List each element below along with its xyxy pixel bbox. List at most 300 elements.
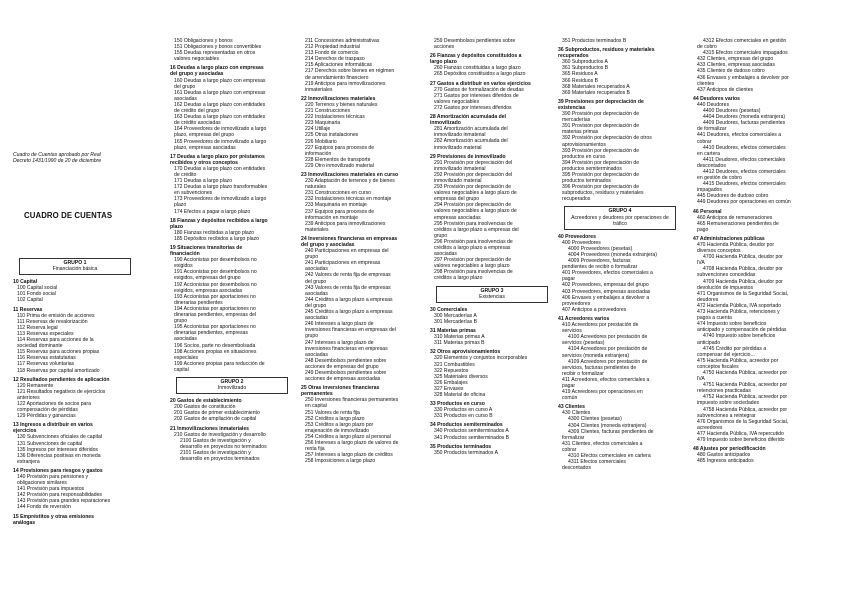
account-heading: 32 Otros aprovisionamientos [430,349,501,356]
account-line: 460 Anticipos de remuneraciones [697,214,773,221]
column-1 [13,254,137,526]
account-line: 247 Intereses a largo plazo de [305,339,374,346]
account-line: 272 Gastos por intereses diferidos [434,104,512,111]
account-heading: 40 Proveedores [558,233,596,240]
account-line: impagados [697,187,722,194]
account-line: acciones de empresas del grupo [305,363,379,370]
account-line: 116 Reservas estatutarias [17,355,76,362]
subaccount-line: 4709 Hacienda Pública, deudor por [703,278,783,285]
account-line: en capital [305,403,327,410]
account-line: 340 Productos semiterminados A [434,428,509,435]
account-heading-continued: inmovilizado [430,120,461,127]
account-line: 160 Deudas a largo plazo con empresas [174,77,266,84]
approval-note-line: Cuadro de Cuentas aprobado por Real [13,152,101,158]
account-line: del grupo [174,83,196,90]
account-line: de formalizar [697,126,727,133]
account-line: anticipado [697,339,721,346]
account-line: grupo [305,254,319,261]
account-line: 225 Otras instalaciones [305,132,359,139]
account-line: acciones de empresas asociadas [305,376,381,383]
account-line: de crédito del grupo [174,108,220,115]
group-subtitle: Financiación básica [52,266,98,273]
account-line: 162 Deudas a largo plazo con entidades [174,101,266,108]
account-line: 296 Provisión para insolvencias de [434,238,513,245]
subaccount-line: 4700 Hacienda Pública, deudor por [703,254,783,261]
account-line: 129 Pérdidas y ganancias [17,413,76,420]
account-line: 100 Capital social [17,285,58,292]
account-line: grupo [434,232,448,239]
account-line: 321 Combustibles [434,361,475,368]
account-line: 101 Fondo social [17,291,56,298]
account-line: 237 Equipos para procesos de [305,208,375,215]
account-line: 113 Reservas especiales [17,330,74,337]
account-line: asociadas [305,266,328,273]
account-line: IVA [697,260,705,267]
subaccount-line: 4750 Hacienda Pública, acreedor por [703,369,788,376]
account-line: 144 Fondo de reversión [17,504,71,511]
account-line: 326 Embalajes [434,379,468,386]
account-line: 171 Deudas a largo plazo [174,178,233,185]
account-line: exigidos [174,263,193,270]
account-line: 122 Aportaciones de socios para [17,400,91,407]
account-line: 111 Reservas de revalorización [17,318,88,325]
subaccount-line: desarrollo en proyectos no terminados [180,443,267,450]
account-line: 249 Desembolsos pendientes sobre [305,369,387,376]
account-line: 474 Impuesto sobre beneficios [697,321,767,328]
account-heading: 44 Deudores varios [693,95,740,102]
account-line: cobrar [562,446,577,453]
account-line: 226 Mobiliario [305,138,337,145]
account-line: compensación de pérdidas [17,407,78,414]
account-line: 479 Impuesto sobre beneficios diferido [697,437,785,443]
account-line: 311 Materias primas B [434,340,485,347]
account-line: 164 Proveedores de inmovilizado a largo [174,126,267,133]
column-2 [170,38,294,462]
account-line: 431 Clientes, efectos comerciales a [562,440,643,447]
account-line: 170 Deudas a largo plazo con entidades [174,165,266,172]
column-3 [301,38,425,464]
account-line: 173 Proveedores de inmovilizado a largo [174,196,267,203]
subaccount-line: 4409 Deudores, facturas pendientes [703,120,786,127]
approval-note-line: Decreto 1431/1990 de 20 de diciembre [13,158,102,165]
account-heading: 11 Reservas [13,306,43,313]
subaccount-line: 4745 Crédito por pérdidas a [703,345,767,352]
account-line: materiales [305,226,329,233]
account-heading: 26 Fianzas y depósitos constituidos a [430,53,522,60]
group-subtitle: Acreedores y deudores por operaciones de tráfico [571,214,669,227]
subaccount-line: 4000 Proveedores (pesetas) [568,245,633,252]
subaccount-line: desarrollo en proyectos terminados [180,456,260,462]
account-heading: 24 Inversiones financieras en empresas [301,235,398,242]
group-title: GRUPO 2 [220,378,244,385]
account-line: 437 Anticipos de clientes [697,86,754,93]
account-line: 368 Materiales recuperados A [562,83,630,90]
account-heading: 13 Ingresos a distribuir en varios [13,422,93,429]
account-line: 254 Créditos a largo plazo al personal [305,433,391,440]
approval-note [13,152,163,164]
account-line: acreedores [697,424,723,431]
account-line: exigidos, empresas del grupo [174,275,241,282]
account-line: productos en curso [562,153,606,160]
account-line: 212 Propiedad industrial [305,44,360,51]
account-line: 228 Elementos de transporte [305,156,371,163]
account-line: 271 Gastos por intereses diferidos de [434,92,519,99]
account-line: 200 Gastos de constitución [174,404,236,411]
account-heading: 39 Provisiones por depreciación de [558,98,644,105]
account-line: impuesto sobre sociedades [697,400,760,407]
account-line: 322 Repuestos [434,367,469,374]
account-line: 155 Deudas representadas en otros [174,50,256,57]
account-line: 477 Hacienda Pública, IVA repercutido [697,430,784,437]
account-line: productos semiterminados [562,165,622,172]
account-line: acciones [434,44,455,51]
account-line: 151 Obligaciones y bonos convertibles [174,44,262,51]
account-heading: 23 Inmovilizaciones materiales en curso [301,171,399,178]
account-line: 240 Participaciones en empresas del [305,248,389,255]
account-line: 245 Créditos a largo plazo a empresas [305,309,393,316]
account-line: 193 Accionistas por aportaciones no [174,293,256,300]
account-line: 470 Hacienda Pública, deudor por [697,242,775,248]
account-line: 449 Deudores por operaciones en común [697,199,791,206]
account-line: diversos conceptos [697,248,741,255]
account-line: 118 Reservas por capital amortizado [17,367,100,374]
account-heading: 36 Subproductos, residuos y materiales [558,47,655,54]
account-line: 256 Intereses a largo plazo de valores de [305,440,399,446]
account-line: 436 Envases y embalajes a devolver por [697,74,789,81]
subaccount-line: 4411 Deudores, efectos comerciales [703,156,786,163]
subaccount-line: 4004 Proveedores (moneda extranjera) [568,252,657,258]
account-line: de crédito [174,171,197,178]
account-line: en subvenciones [174,190,213,197]
account-line: 393 Provisión por depreciación de [562,147,640,154]
subaccount-line: 4412 Deudores, efectos comerciales [703,168,786,175]
account-line: recuperados [562,196,591,203]
account-line: 270 Gastos de formalización de deudas [434,86,524,93]
account-line: 396 Provisión por depreciación de [562,184,640,191]
account-line: inmateriales [305,86,333,93]
account-heading: 25 Otras inversiones financieras [301,385,380,392]
account-line: 213 Fondo de comercio [305,50,359,57]
account-line: 257 Intereses a largo plazo de créditos [305,452,393,459]
account-line: 406 Envases y embalajes a devolver a [562,294,650,301]
account-line: 221 Construcciones [305,108,351,115]
account-line: 291 Provisión por depreciación del [434,159,513,166]
account-line: plazo [174,202,187,209]
account-line: 282 Amortización acumulada del [434,138,508,145]
account-line: 369 Materiales recuperados B [562,89,630,96]
account-line: 298 Provisión para insolvencias de [434,269,513,276]
account-line: 131 Subvenciones de capital [17,440,83,447]
account-line: asociadas [174,95,197,102]
account-heading: 28 Amortización acumulada del [430,114,506,121]
account-heading: 14 Provisiones para riesgos y gastos [13,467,103,474]
account-line: 190 Accionistas por desembolsos no [174,257,257,264]
account-line: 320 Elementos y conjuntos incorporables [434,355,528,362]
account-line: enajenación de inmovilizado [305,427,369,434]
account-line: información [305,150,332,157]
account-heading: 29 Provisiones de inmovilizado [430,153,506,160]
account-line: 440 Deudores [697,101,730,108]
group-subtitle: Existencias [479,293,505,300]
column-4 [430,38,554,456]
account-line: capital [174,366,189,373]
account-line: 471 Organismos de la Seguridad Social, [697,290,789,297]
account-line: pagar [562,276,576,283]
account-line: recibir o formalizar [562,370,604,377]
account-line: 246 Intereses a largo plazo de [305,321,374,328]
account-heading: 15 Empréstitos y otras emisiones [13,513,94,520]
account-heading: 27 Gastos a distribuir en varios ejercicios [430,80,531,87]
account-line: inmovilizado inmaterial [434,165,486,172]
account-line: valores negociables a largo plazo de [434,208,517,215]
subaccount-line: 4400 Deudores (pesetas) [703,108,761,115]
account-line: 432 Clientes, empresas del grupo [697,56,774,63]
account-line: retenciones practicadas [697,388,751,395]
account-line: 433 Clientes, empresas asociadas [697,62,775,69]
account-line: 392 Provisión por depreciación de otros [562,135,652,142]
account-line: 301 Mercaderías B [434,318,478,325]
account-line: 419 Acreedores por operaciones en [562,389,643,396]
account-heading-continued: del grupo y asociadas [170,71,224,78]
account-line: 390 Provisión por depreciación de [562,111,640,118]
account-heading-continued: recuperados [558,53,589,60]
account-line: 327 Envases [434,385,464,392]
account-line: 165 Proveedores de inmovilizado a largo [174,138,267,145]
account-heading: 20 Gastos de establecimiento [170,398,242,405]
account-line: del grupo [305,302,327,309]
account-line: 430 Clientes [562,410,591,417]
account-line: pendientes de recibir o formalizar [562,264,638,271]
group-title: GRUPO 3 [480,287,504,294]
account-line: 230 Adaptación de terrenos y de bienes [305,178,395,185]
column-5 [558,38,682,471]
account-line: valores negociables a largo plazo de [434,190,517,197]
document-title: CUADRO DE CUENTAS [24,211,113,220]
account-heading: 12 Resultados pendientes de aplicación [13,376,110,383]
subaccount-line: 4300 Clientes (pesetas) [568,416,622,423]
subaccount-line: 4758 Hacienda Pública, acreedor por [703,406,788,413]
account-line: 102 Capital [17,297,43,304]
group-header-box [564,206,676,229]
account-heading: 41 Acreedores varios [558,315,610,322]
account-line: renta fija [305,446,325,453]
account-line: 365 Residuos A [562,71,598,78]
account-line: pago [697,226,709,233]
account-heading: 17 Deudas a largo plazo por préstamos [170,153,265,160]
account-line: valores negociables [174,56,220,63]
account-line: 217 Derechos sobre bienes en régimen [305,68,395,75]
account-line: devolución de impuestos [697,284,754,291]
account-line: 328 Material de oficina [434,391,486,398]
account-line: aprovisionamientos [562,141,606,148]
account-line: 341 Productos semiterminados B [434,434,510,441]
account-line: 174 Efectos a pagar a largo plazo [174,208,251,215]
account-line: 473 Hacienda Pública, retenciones y [697,309,780,316]
subaccount-line: 4751 Hacienda Pública, acreedor por [703,382,788,389]
account-line: 292 Provisión por depreciación del [434,171,513,178]
account-line: especiales [174,354,199,361]
account-heading: 47 Administraciones públicas [693,235,765,242]
account-line: descontados [697,162,726,169]
account-line: 121 Resultados negativos de ejercicios [17,388,106,395]
account-line: 331 Productos en curso B [434,413,493,420]
account-line: sociedad dominante [17,343,63,350]
account-line: 251 Valores de renta fija [305,409,360,416]
account-heading: 46 Personal [693,208,722,215]
account-line: 130 Subvenciones oficiales de capital [17,434,102,441]
account-line: subvenciones concedidas [697,272,756,279]
account-line: 210 Gastos de investigación y desarrollo [174,431,266,438]
account-line: 120 Remanente [17,382,54,389]
account-heading: 21 Inmovilizaciones inmateriales [170,425,249,432]
account-line: 141 Provisión para impuestos [17,486,85,493]
account-line: 475 Hacienda Pública, acreedor por [697,357,779,364]
account-line: 201 Gastos de primer establecimiento [174,410,260,417]
account-line: 407 Anticipos a proveedores [562,306,627,313]
account-line: grupo [305,333,319,340]
account-line: grupo [174,318,188,325]
account-line: inmovilizado inmaterial [434,132,486,139]
account-line: inversiones financieras en empresas del [305,327,396,334]
account-line: 231 Construcciones en curso [305,190,371,197]
account-line: 411 Acreedores, efectos comerciales a [562,376,650,383]
account-line: 391 Provisión por depreciación de [562,123,640,130]
account-heading: 22 Inmovilizaciones materiales [301,95,376,102]
subaccount-line: 4740 Impuesto sobre beneficios [703,333,776,340]
account-heading-continued: del grupo y asociadas [301,242,355,248]
subaccount-line: 4410 Deudores, efectos comerciales [703,144,786,151]
account-line: 143 Provisión para grandes reparaciones [17,498,111,505]
account-line: inversiones financieras en empresas [305,345,388,352]
account-line: conceptos fiscales [697,363,739,370]
account-heading-continued: ejercicios [13,428,37,435]
account-line: 295 Provisión para insolvencias de [434,220,513,227]
account-line: descontados [562,465,591,472]
account-line: 366 Residuos B [562,77,598,84]
account-line: de crédito asociadas [174,120,221,127]
account-line: 441 Deudores, efectos comerciales a [697,132,782,139]
account-heading: 35 Productos terminados [430,443,492,450]
account-line: servicios [562,328,582,335]
account-line: compensar del ejercicio... [697,351,755,358]
account-line: 351 Productos terminados B [562,38,627,44]
account-line: anteriores [17,394,40,401]
account-heading: 48 Ajustes por periodificación [693,446,766,453]
account-line: productos terminados [562,178,611,185]
account-line: asociadas [174,336,197,343]
account-line: 325 Materiales diversos [434,373,488,380]
account-line: inmovilizado material [434,177,482,184]
account-line: materias primas [562,129,599,136]
account-line: 260 Fianzas constituidas a largo plazo [434,65,521,72]
group-subtitle: Inmovilizado [217,385,247,392]
account-line: 194 Accionistas por aportaciones no [174,305,256,312]
account-line: 199 Acciones propias para reducción de [174,360,265,367]
account-line: 222 Instalaciones técnicas [305,114,365,121]
account-line: deudores [697,296,719,303]
account-line: 219 Anticipos para inmovilizaciones [305,80,386,87]
subaccount-line: 2101 Gastos de investigación y [180,449,251,456]
subaccount-line: 4009 Proveedores, facturas [568,258,631,265]
account-line: 223 Maquinaria [305,120,341,127]
group-header-box [176,377,288,394]
group-title: GRUPO 1 [63,260,87,266]
account-line: 198 Acciones propias en situaciones [174,348,257,355]
account-line: 401 Proveedores, efectos comerciales a [562,270,653,277]
group-header-box [436,286,548,303]
account-line: en cartera [697,150,720,157]
account-line: 244 Créditos a largo plazo a empresas [305,296,393,303]
subaccount-line: 4309 Clientes, facturas pendientes de [568,428,654,435]
account-line: dinerarias pendientes, empresas [174,330,248,337]
account-line: subvenciones a reintegrar [697,412,756,419]
account-heading: 33 Productos en curso [430,401,485,408]
account-heading-continued: permanentes [301,391,333,398]
account-line: 142 Provisión para responsabilidades [17,492,102,499]
account-line: 465 Remuneraciones pendientes de [697,220,779,227]
account-heading: 19 Situaciones transitorias de [170,245,243,251]
account-line: valores negociables a largo plazo [434,263,510,270]
account-line: servicios (pesetas) [562,340,605,347]
account-line: 136 Diferencias positivas en moneda [17,452,101,459]
account-line: 150 Obligaciones y bonos [174,38,233,44]
account-heading-continued: financiación [170,251,200,258]
account-line: servicios (moneda extranjera) [562,352,630,359]
group-header-box [19,258,131,275]
account-line: 192 Accionistas por desembolsos no [174,281,257,288]
account-line: servicios, facturas pendientes de [562,364,637,371]
account-heading-continued: largo plazo [430,59,457,66]
account-line: 250 Inversiones financieras permanentes [305,397,399,404]
account-line: 229 Otro inmovilizado material [305,162,374,169]
account-line: plazo, empresas asociadas [174,144,236,151]
account-line: subproductos, residuos y materiales [562,190,644,197]
account-line: 395 Provisión por depreciación de [562,171,640,178]
account-line: 253 Créditos a largo plazo por [305,421,374,428]
account-heading: 10 Capital [13,279,38,286]
account-line: 248 Desembolsos pendientes sobre [305,357,387,364]
account-heading: 34 Productos semiterminados [430,422,503,429]
account-line: 281 Amortización acumulada del [434,126,508,133]
account-line: 196 Socios, parte no desembolsada [174,342,256,349]
account-heading: 30 Comerciales [430,306,468,313]
account-line: 241 Participaciones en empresas [305,260,381,267]
account-line: del grupo [305,278,327,285]
account-line: 258 Imposiciones a largo plazo [305,458,376,465]
account-line: valores negociables [434,98,480,105]
subaccount-line: 4312 Efectos comerciales en gestión [703,38,787,44]
account-line: 161 Deudas a largo plazo con empresas [174,89,266,96]
account-line: dinerarias pendientes, empresas del [174,312,257,319]
account-line: exigidos, empresas asociadas [174,287,243,294]
account-line: 402 Proveedores, empresas del grupo [562,282,649,289]
account-heading: 43 Clientes [558,404,585,411]
account-line: 297 Provisión por depreciación de [434,257,512,264]
account-line: 242 Valores de renta fija de empresas [305,272,391,279]
account-line: asociadas [305,290,328,297]
account-line: 403 Proveedores, empresas asociadas [562,288,651,295]
account-line: 361 Subproductos B [562,65,609,72]
subaccount-line: 4100 Acreedores por prestación de [568,334,648,341]
account-line: 185 Depósitos recibidos a largo plazo [174,235,259,242]
account-line: pagos a cuenta [697,315,732,322]
account-line: 350 Productos terminados A [434,449,498,456]
subaccount-line: 4404 Deudores (moneda extranjera) [703,114,786,121]
account-line: 330 Productos en curso A [434,407,493,414]
account-line: 476 Organismos de la Seguridad Social, [697,418,789,425]
account-line: asociadas [305,315,328,322]
account-line: 480 Gastos anticipados [697,452,751,459]
